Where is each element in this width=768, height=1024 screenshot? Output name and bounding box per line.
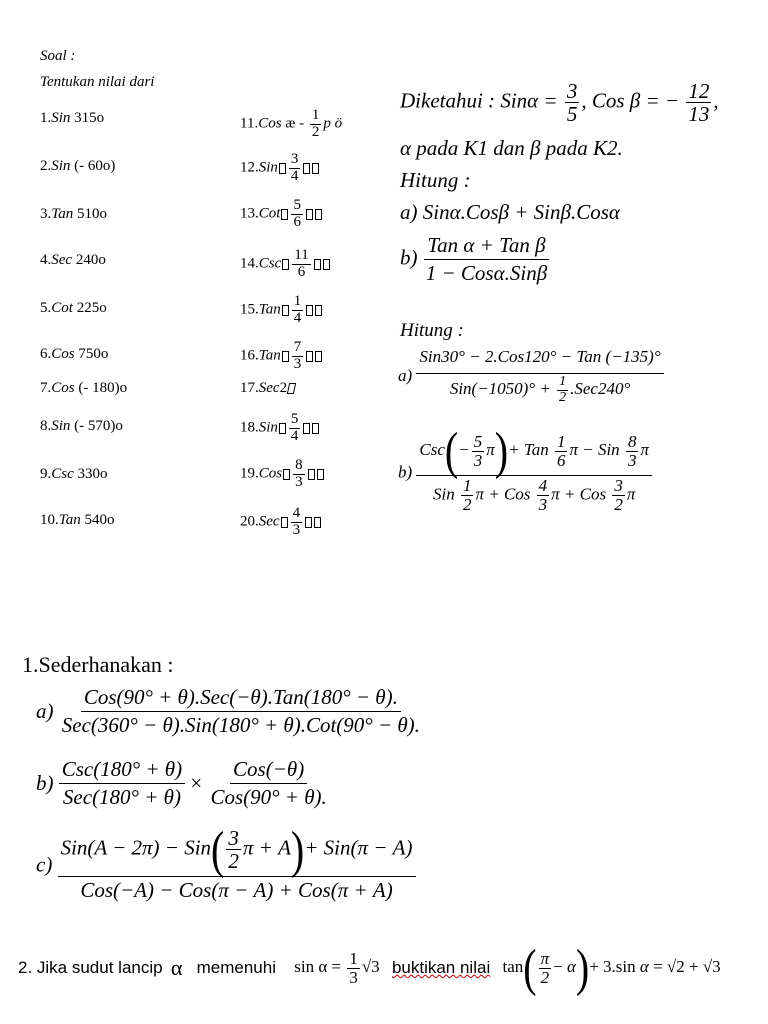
soal-item-number: 16. (240, 347, 259, 364)
soal-item-function: Sin (258, 159, 278, 176)
missing-glyph-box (305, 517, 312, 528)
half-den: 2 (559, 389, 567, 405)
missing-glyph-box (317, 469, 324, 480)
missing-glyph-box (281, 517, 288, 528)
soal-item-function: Csc (51, 466, 78, 482)
soal-item-number: 5. (40, 300, 52, 316)
missing-glyph-box (315, 209, 322, 220)
soal-item-6 (40, 346, 108, 363)
soal-item-fraction (289, 412, 301, 445)
sederhanakan-b1-fraction (59, 756, 185, 811)
sederhanakan-b (36, 756, 330, 811)
soal-item-13 (240, 198, 323, 231)
soal-item-fraction (292, 294, 304, 327)
sin-label: Sin (500, 88, 528, 113)
missing-glyph-box (303, 423, 310, 434)
soal-item-argument: 2 (279, 380, 288, 396)
missing-glyph-box (282, 351, 289, 362)
soal-item-fraction (291, 506, 303, 539)
fraction-numerator: 1 (293, 293, 302, 309)
hitung2-a-den-part1: Sin(−1050)° + (449, 379, 551, 399)
missing-glyph-box (312, 423, 319, 434)
sederhanakan-b1-denominator: Sec(180° + θ) (62, 785, 181, 809)
fraction-numerator: 7 (293, 339, 302, 355)
soal-item-argument: 540o (84, 512, 115, 528)
hitung-b-label: b) (400, 245, 418, 270)
soal-item-number: 14. (240, 255, 259, 272)
fraction-numerator: 3 (290, 151, 299, 167)
soal-item-function: Cos (51, 346, 79, 362)
missing-glyph-box (306, 209, 313, 220)
missing-glyph-box (315, 351, 322, 362)
sederhanakan-c-denominator: Cos(−A) − Cos(π − A) + Cos(π + A) (80, 878, 393, 903)
fraction-denominator: 4 (293, 309, 302, 326)
soal-item-16 (240, 340, 323, 373)
soal-item-fraction (310, 108, 322, 141)
sederhanakan-b2-fraction (207, 756, 329, 811)
problem2-text3: buktikan nilai (391, 958, 491, 977)
sederhanakan-title: 1.Sederhanakan : (22, 652, 174, 677)
cos-label: Cos (591, 88, 625, 113)
soal-item-1 (40, 110, 104, 127)
missing-glyph-box (323, 259, 330, 270)
soal-item-14 (240, 248, 331, 281)
soal-item-12 (240, 152, 320, 185)
soal-item-10 (40, 512, 114, 529)
missing-glyph-box (282, 259, 289, 270)
hitung-b-denominator: 1 − Cosα.Sinβ (425, 261, 548, 285)
soal-item-18 (240, 412, 320, 445)
sederhanakan-c-fraction (58, 819, 416, 904)
soal-item-argument: 750o (78, 346, 109, 362)
hitung2-b (398, 421, 652, 515)
hitung-b (400, 232, 550, 287)
soal-item-number: 19. (240, 465, 259, 482)
hitung-title-2: Hitung : (400, 320, 464, 341)
sederhanakan-b1-numerator: Csc(180° + θ) (59, 756, 185, 784)
soal-item-argument: 225o (76, 300, 107, 316)
soal-item-number: 6. (40, 346, 52, 362)
soal-item-function: Sin (258, 419, 278, 436)
hitung-a: a) Sinα.Cosβ + Sinβ.Cosα (400, 200, 620, 224)
soal-item-19 (240, 458, 325, 491)
soal-item-function: Cos (51, 380, 79, 396)
soal-item-argument: 240o (75, 252, 106, 268)
soal-item-argument: (- 60o) (74, 158, 116, 174)
soal-item-number: 17. (240, 380, 259, 396)
soal-item-number: 9. (40, 466, 52, 482)
garbled-glyph: æ (281, 115, 300, 132)
fraction-denominator: 6 (293, 213, 301, 230)
fraction-numerator: 5 (293, 197, 301, 213)
sederhanakan-b2-denominator: Cos(90° + θ). (210, 785, 327, 809)
missing-glyph-box (283, 469, 290, 480)
soal-item-function: Csc (258, 255, 282, 272)
sederhanakan-c-numerator: Sin(A − 2π) − Sin( $\frac{3}{2}$ π + A)+ Sin(π − A) (58, 826, 416, 877)
missing-glyph-box (308, 469, 315, 480)
fraction-denominator: 3 (292, 521, 301, 538)
cos-fraction (686, 80, 711, 125)
soal-item-argument: 315o (74, 110, 105, 126)
half-fraction (557, 375, 568, 405)
diketahui-line: Diketahui : Sinα = $\frac{3}{5}$ , Cos β = − $\frac{12}{13}$ , (400, 79, 719, 127)
missing-glyph-box (312, 163, 319, 174)
soal-item-20 (240, 506, 322, 539)
fraction-numerator: 4 (292, 505, 301, 521)
missing-glyph-box (279, 163, 286, 174)
soal-item-5 (40, 300, 107, 317)
soal-item-function: Sin (51, 110, 75, 126)
sin-denominator: 5 (566, 102, 578, 127)
soal-item-number: 2. (40, 158, 52, 174)
soal-item-number: 15. (240, 301, 259, 318)
soal-item-number: 10. (40, 512, 59, 528)
fraction-numerator: 5 (290, 411, 299, 427)
fraction-numerator: 8 (295, 457, 303, 473)
soal-item-function: Sec (258, 513, 280, 530)
soal-item-fraction (292, 248, 310, 281)
hitung-b-fraction (423, 232, 550, 287)
sederhanakan-a-label: a) (36, 699, 54, 723)
fraction-denominator: 4 (290, 427, 299, 444)
soal-item-number: 8. (40, 418, 52, 434)
soal-item-argument: 330o (77, 466, 108, 482)
sederhanakan-a (36, 684, 423, 739)
missing-glyph-box (306, 305, 313, 316)
soal-item-fraction (293, 458, 305, 491)
hitung2-b-label: b) (398, 462, 413, 482)
fraction-denominator: 3 (295, 473, 303, 490)
hitung2-a-fraction (416, 346, 663, 406)
problem2-text2: memenuhi (196, 958, 276, 977)
alpha-symbol: α (170, 955, 183, 980)
hitung2-a-den-part2: .Sec240° (570, 379, 631, 399)
soal-item-number: 1. (40, 110, 52, 126)
quadrant-line: α pada K1 dan β pada K2. (400, 136, 623, 160)
hitung2-a-denominator (447, 374, 633, 406)
soal-heading: Soal : (40, 48, 76, 64)
soal-item-2 (40, 158, 115, 175)
soal-item-17 (240, 380, 296, 397)
soal-item-fraction (291, 198, 303, 231)
fraction-denominator: 4 (290, 167, 299, 184)
sin-fraction (565, 80, 580, 125)
missing-glyph-box (287, 383, 296, 394)
hitung2-a (398, 346, 664, 406)
times-sign: × (190, 771, 203, 795)
soal-item-7 (40, 380, 127, 397)
hitung2-b-numerator: Csc(− $\frac{5}{3}$ π)+ Tan $\frac{1}{6}$ π − Sin $\frac{8}{3}$ π (416, 430, 652, 476)
sin-numerator: 3 (566, 79, 578, 103)
soal-item-function: Cot (258, 205, 281, 222)
missing-glyph-box (303, 163, 310, 174)
soal-item-function: Sec (258, 380, 280, 396)
soal-item-fraction (289, 152, 301, 185)
hitung2-a-label: a) (398, 366, 413, 386)
hitung-b-numerator: Tan α + Tan β (424, 232, 548, 260)
diketahui-label: Diketahui : (400, 88, 496, 113)
soal-item-function: Cos (258, 465, 283, 482)
sederhanakan-a-fraction (59, 684, 423, 739)
soal-item-3 (40, 206, 107, 223)
hitung2-b-denominator: Sin $\frac{1}{2}$ π + Cos $\frac{4}{3}$ π + Cos $\frac{3}{2}$ π (432, 476, 636, 514)
soal-instruction: Tentukan nilai dari (40, 74, 155, 90)
soal-item-function: Cos (258, 115, 282, 132)
sederhanakan-b-label: b) (36, 771, 54, 795)
soal-item-function: Tan (51, 206, 77, 222)
soal-item-4 (40, 252, 106, 269)
soal-item-fraction (292, 340, 304, 373)
soal-item-9 (40, 466, 108, 483)
fraction-denominator: 3 (293, 355, 302, 372)
soal-item-argument: (- 570)o (74, 418, 123, 434)
problem-2 (18, 938, 721, 997)
hitung-label-1: Hitung : (400, 168, 471, 192)
cos-numerator: 12 (688, 79, 710, 103)
soal-item-function: Sin (51, 418, 75, 434)
fraction-denominator: 2 (311, 123, 320, 140)
soal-item-number: 13. (240, 205, 259, 222)
soal-item-number: 11. (240, 115, 259, 132)
cos-denominator: 13 (688, 102, 710, 127)
soal-item-15 (240, 294, 323, 327)
fraction-numerator: 11 (294, 247, 309, 263)
missing-glyph-box (314, 517, 321, 528)
sederhanakan-a-numerator: Cos(90° + θ).Sec(−θ).Tan(180° − θ). (81, 684, 401, 712)
soal-item-argument: 510o (76, 206, 107, 222)
problem2-equation-sin: sin α = $\frac{1}{3}$ √3 (294, 948, 380, 987)
half-num: 1 (559, 374, 567, 389)
sederhanakan-c-label: c) (36, 852, 53, 877)
sederhanakan-c (36, 819, 416, 904)
garbled-glyph: p ö (323, 115, 343, 132)
problem2-text1: 2. Jika sudut lancip (18, 958, 163, 977)
soal-item-11: 11.Cos æ - $\frac{1}{2}$ p ö (240, 107, 343, 140)
sederhanakan-b2-numerator: Cos(−θ) (230, 756, 307, 784)
hitung2-a-numerator: Sin30° − 2.Cos120° − Tan (−135)° (416, 346, 663, 374)
soal-item-number: 4. (40, 252, 52, 268)
missing-glyph-box (282, 305, 289, 316)
missing-glyph-box (315, 305, 322, 316)
soal-item-8 (40, 418, 123, 435)
hitung2-b-fraction (416, 421, 652, 515)
missing-glyph-box (279, 423, 286, 434)
soal-item-function: Sec (51, 252, 76, 268)
sederhanakan-a-denominator: Sec(360° − θ).Sin(180° + θ).Cot(90° − θ). (61, 713, 420, 737)
soal-item-number: 12. (240, 159, 259, 176)
soal-item-function: Tan (258, 347, 281, 364)
soal-item-argument: (- 180)o (78, 380, 128, 396)
soal-item-function: Sin (51, 158, 75, 174)
soal-item-function: Tan (258, 301, 281, 318)
soal-item-function: Cot (51, 300, 77, 316)
soal-item-function: Tan (58, 512, 85, 528)
soal-item-number: 3. (40, 206, 52, 222)
missing-glyph-box (281, 209, 288, 220)
missing-glyph-box (314, 259, 321, 270)
fraction-denominator: 6 (297, 263, 306, 280)
soal-item-number: 18. (240, 419, 259, 436)
fraction-numerator: 1 (311, 107, 320, 123)
soal-item-number: 20. (240, 513, 259, 530)
missing-glyph-box (306, 351, 313, 362)
problem2-equation-tan: tan( $\frac{\pi}{2}$ − α)+ 3.sin α = √2 + √3 (502, 938, 721, 997)
soal-item-number: 7. (40, 380, 52, 396)
